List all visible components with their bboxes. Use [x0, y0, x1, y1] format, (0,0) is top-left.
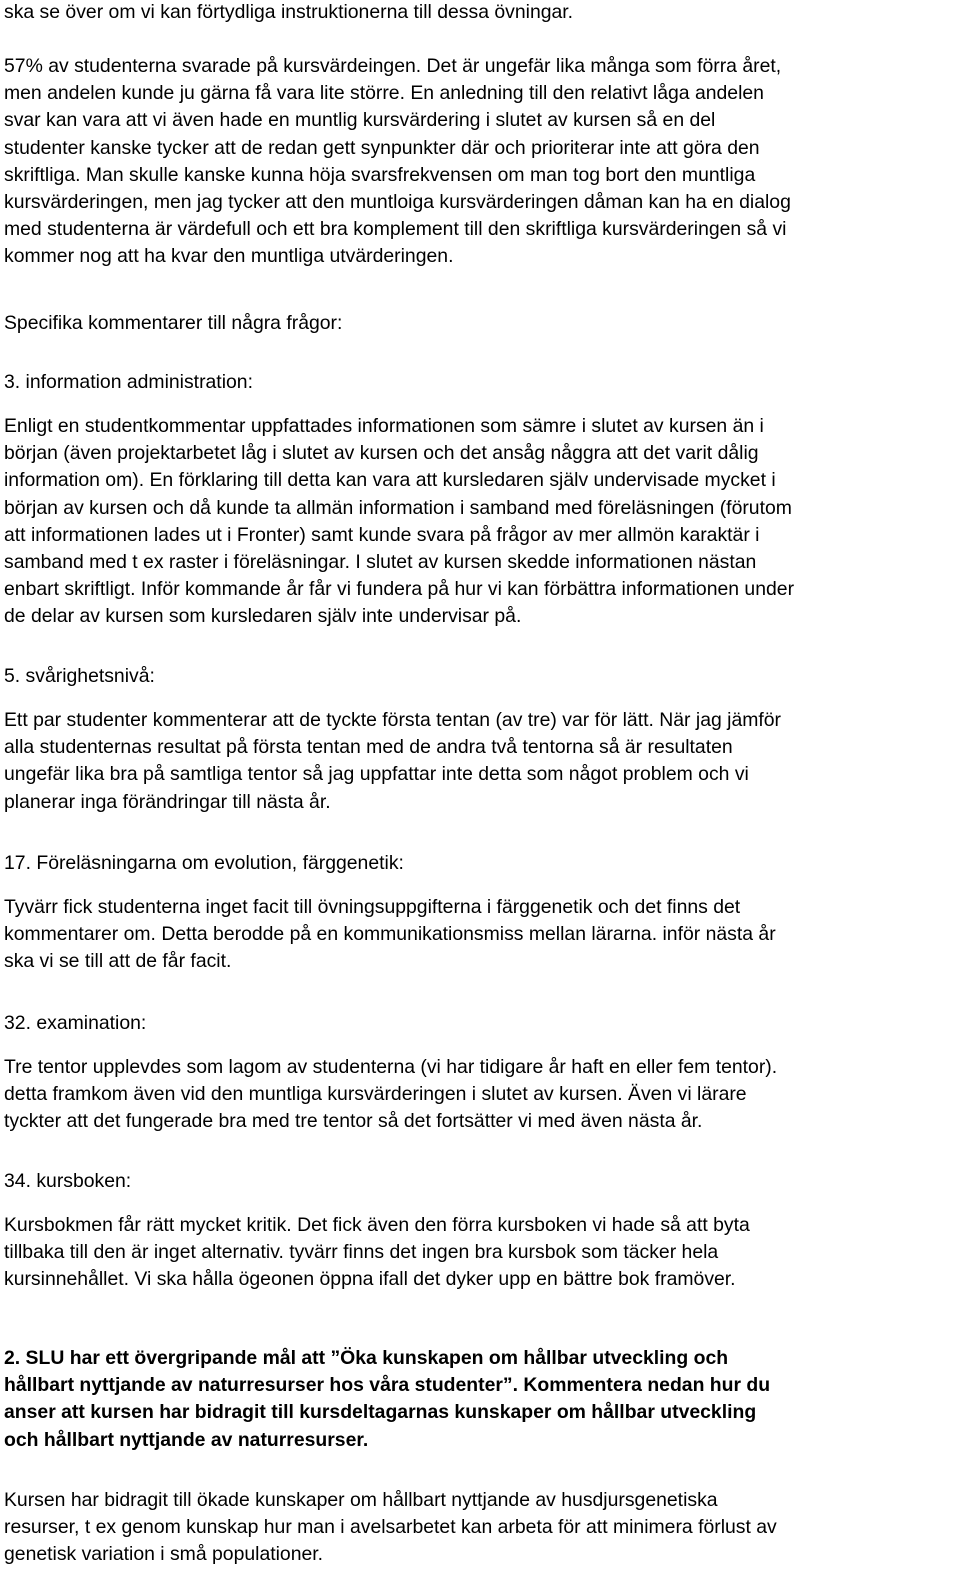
text-line: hållbart nyttjande av naturresurser hos våra studenter”. Kommentera nedan hur du: [4, 1374, 771, 1397]
text-line: ska se över om vi kan förtydliga instruktionerna till dessa övningar.: [4, 1, 574, 23]
text-line: studenter kanske tycker att de redan gett synpunkter där och prioriterar inte att göra den: [4, 136, 760, 159]
section-body: [4, 413, 794, 631]
text-line: med studenterna är värdefull och ett bra komplement till den skriftliga kursvärderingen så vi: [4, 218, 787, 241]
text-line: början (även projektarbetet låg i slutet av kursen och det ansåg någgra att det varit dålig: [4, 442, 759, 465]
slu-answer: [4, 1487, 777, 1569]
text-line: svar kan vara att vi även hade en muntlig kursvärdering i slutet av kursen så en del: [4, 109, 716, 132]
response-rate-paragraph: [4, 53, 791, 271]
text-line: alla studenternas resultat på första tentan med de andra två tentorna så är resultaten: [4, 736, 733, 759]
section-body: [4, 1212, 750, 1294]
text-line: kommentarer om. Detta berodde på en kommunikationsmiss mellan lärarna. inför nästa år: [4, 923, 776, 946]
text-line: men andelen kunde ju gärna få vara lite större. En anledning till den relativt låga andelen: [4, 82, 764, 105]
section-body: [4, 894, 776, 976]
text-line: ungefär lika bra på samtliga tentor så jag uppfattar inte detta som något problem och vi: [4, 763, 749, 786]
section-heading: 32. examination:: [4, 1012, 147, 1034]
specific-comments-heading: Specifika kommentarer till några frågor:: [4, 312, 343, 334]
text-line: att informationen lades ut i Fronter) samt kunde svara på frågor av mer allmön karaktär i: [4, 523, 760, 546]
text-line: resurser, t ex genom kunskap hur man i avelsarbetet kan arbeta för att minimera förlust av: [4, 1516, 777, 1539]
text-line: Tre tentor upplevdes som lagom av studenterna (vi har tidigare år haft en eller fem tentor).: [4, 1056, 778, 1078]
section-heading: 34. kursboken:: [4, 1170, 132, 1192]
text-line: Enligt en studentkommentar uppfattades informationen som sämre i slutet av kursen än i: [4, 415, 764, 437]
text-line: början av kursen och då kunde ta allmän information i samband med föreläsningen (förutom: [4, 496, 792, 519]
text-line: genetisk variation i små populationer.: [4, 1543, 324, 1566]
text-line: kursvärderingen, men jag tycker att den muntloiga kursvärderingen dåman kan ha en dialog: [4, 190, 791, 213]
section-heading: 5. svårighetsnivå:: [4, 665, 155, 687]
text-line: tyckter att det fungerade bra med tre tentor så det fortsätter vi med även nästa år.: [4, 1110, 703, 1133]
section-body: [4, 1054, 777, 1136]
text-line: information om). En förklaring till detta kan vara att kursledaren själv undervisade mycket i: [4, 469, 776, 492]
text-line: Ett par studenter kommenterar att de tyckte första tentan (av tre) var för lätt. När jag jämför: [4, 709, 782, 731]
slu-question: [4, 1345, 770, 1454]
text-line: Kursbokmen får rätt mycket kritik. Det fick även den förra kursboken vi hade så att byta: [4, 1214, 750, 1236]
text-line: enbart skriftligt. Inför kommande år får vi fundera på hur vi kan förbättra informationen under: [4, 578, 795, 601]
text-line: 57% av studenterna svarade på kursvärdeingen. Det är ungefär lika många som förra året,: [4, 55, 782, 77]
text-line: Kursen har bidragit till ökade kunskaper om hållbart nyttjande av husdjursgenetiska: [4, 1489, 718, 1511]
intro-paragraph: [4, 0, 573, 26]
text-line: samband med t ex raster i föreläsningar. I slutet av kursen skedde informationen nästan: [4, 550, 757, 573]
text-line: planerar inga förändringar till nästa år.: [4, 790, 331, 813]
section-heading: 3. information administration:: [4, 371, 253, 393]
text-line: kursinnehållet. Vi ska hålla ögeonen öppna ifall det dyker upp en bättre bok framöver.: [4, 1268, 736, 1291]
text-line: kommer nog att ha kvar den muntliga utvärderingen.: [4, 245, 454, 268]
text-line: och hållbart nyttjande av naturresurser.: [4, 1428, 369, 1451]
section-heading: 17. Föreläsningarna om evolution, färggenetik:: [4, 852, 404, 874]
text-line: 2. SLU har ett övergripande mål att ”Öka kunskapen om hållbar utveckling och: [4, 1347, 729, 1369]
text-line: tillbaka till den är inget alternativ. tyvärr finns det ingen bra kursbok som täcker hela: [4, 1241, 719, 1264]
text-line: skriftliga. Man skulle kanske kunna höja svarsfrekvensen om man tog bort den muntliga: [4, 163, 756, 186]
text-line: detta framkom även vid den muntliga kursvärderingen i slutet av kursen. Även vi lärare: [4, 1083, 747, 1106]
text-line: anser att kursen har bidragit till kursdeltagarnas kunskaper om hållbar utveckling: [4, 1401, 757, 1424]
text-line: de delar av kursen som kursledaren själv inte undervisar på.: [4, 605, 522, 628]
text-line: Tyvärr fick studenterna inget facit till övningsuppgifterna i färggenetik och det finns det: [4, 896, 741, 918]
text-line: ska vi se till att de får facit.: [4, 950, 232, 973]
section-body: [4, 707, 781, 816]
